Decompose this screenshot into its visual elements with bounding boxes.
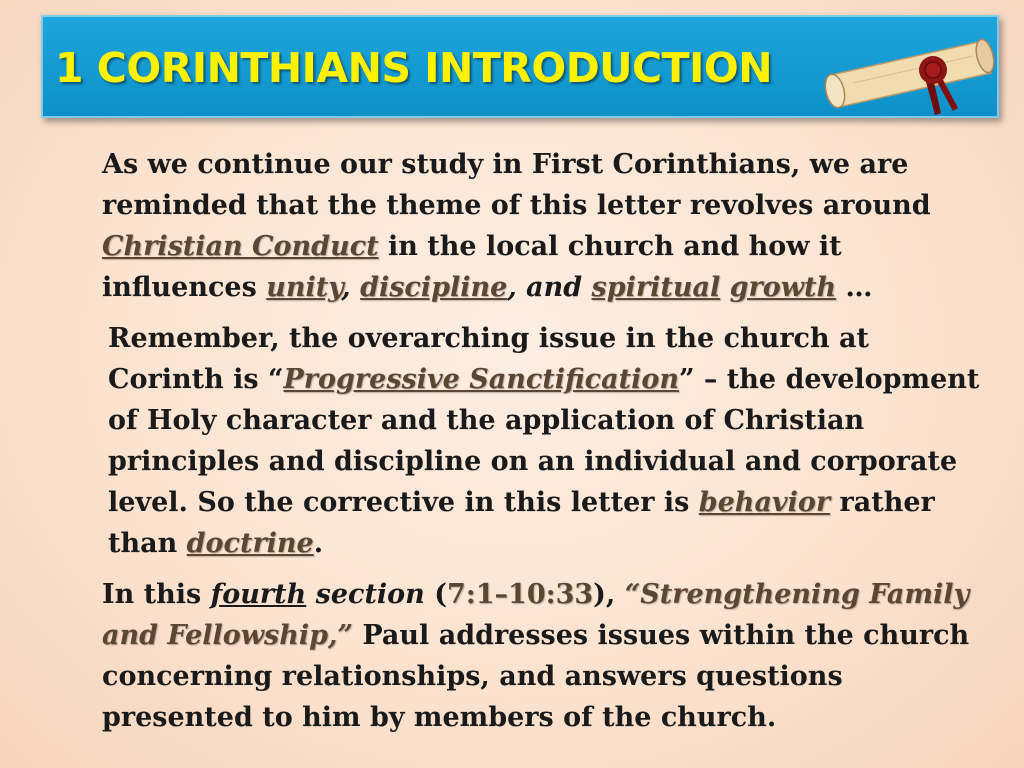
section-title-emphasis: “Strengthening Family and Fellowship,” <box>102 579 970 651</box>
discipline-emphasis: discipline <box>360 272 508 303</box>
scripture-reference: 7:1–10:33 <box>447 579 594 610</box>
growth-emphasis: growth <box>729 272 837 303</box>
sealed-scroll-icon <box>813 23 1003 119</box>
title-banner <box>41 15 999 118</box>
unity-emphasis: unity <box>266 272 342 303</box>
fourth-emphasis: fourth <box>210 579 307 610</box>
body-text <box>50 144 990 748</box>
behavior-emphasis: behavior <box>698 487 831 518</box>
doctrine-emphasis: doctrine <box>186 528 314 559</box>
progressive-sanctification-emphasis: Progressive Sanctification <box>283 364 679 395</box>
paragraph-3: In this fourth section (7:1–10:33), “Strengthening Family and Fellowship,” Paul addresses issues within the church concerning relationships, and answers questions presented to him by members of the church. <box>102 579 970 733</box>
spiritual-emphasis: spiritual <box>591 272 721 303</box>
paragraph-2: Remember, the overarching issue in the church at Corinth is “Progressive Sanctification” – the development of Holy character and the application of Christian principles and discipline on an individual and corporate level. So the corrective in this letter is behavior rather than doctrine. <box>108 323 980 559</box>
paragraph-1: As we continue our study in First Corinthians, we are reminded that the theme of this letter revolves around Christian Conduct in the local church and how it influences unity, discipline, and spiritual growth … <box>102 149 931 303</box>
slide-title: 1 CORINTHIANS INTRODUCTION <box>55 44 773 92</box>
christian-conduct-emphasis: Christian Conduct <box>102 231 379 262</box>
